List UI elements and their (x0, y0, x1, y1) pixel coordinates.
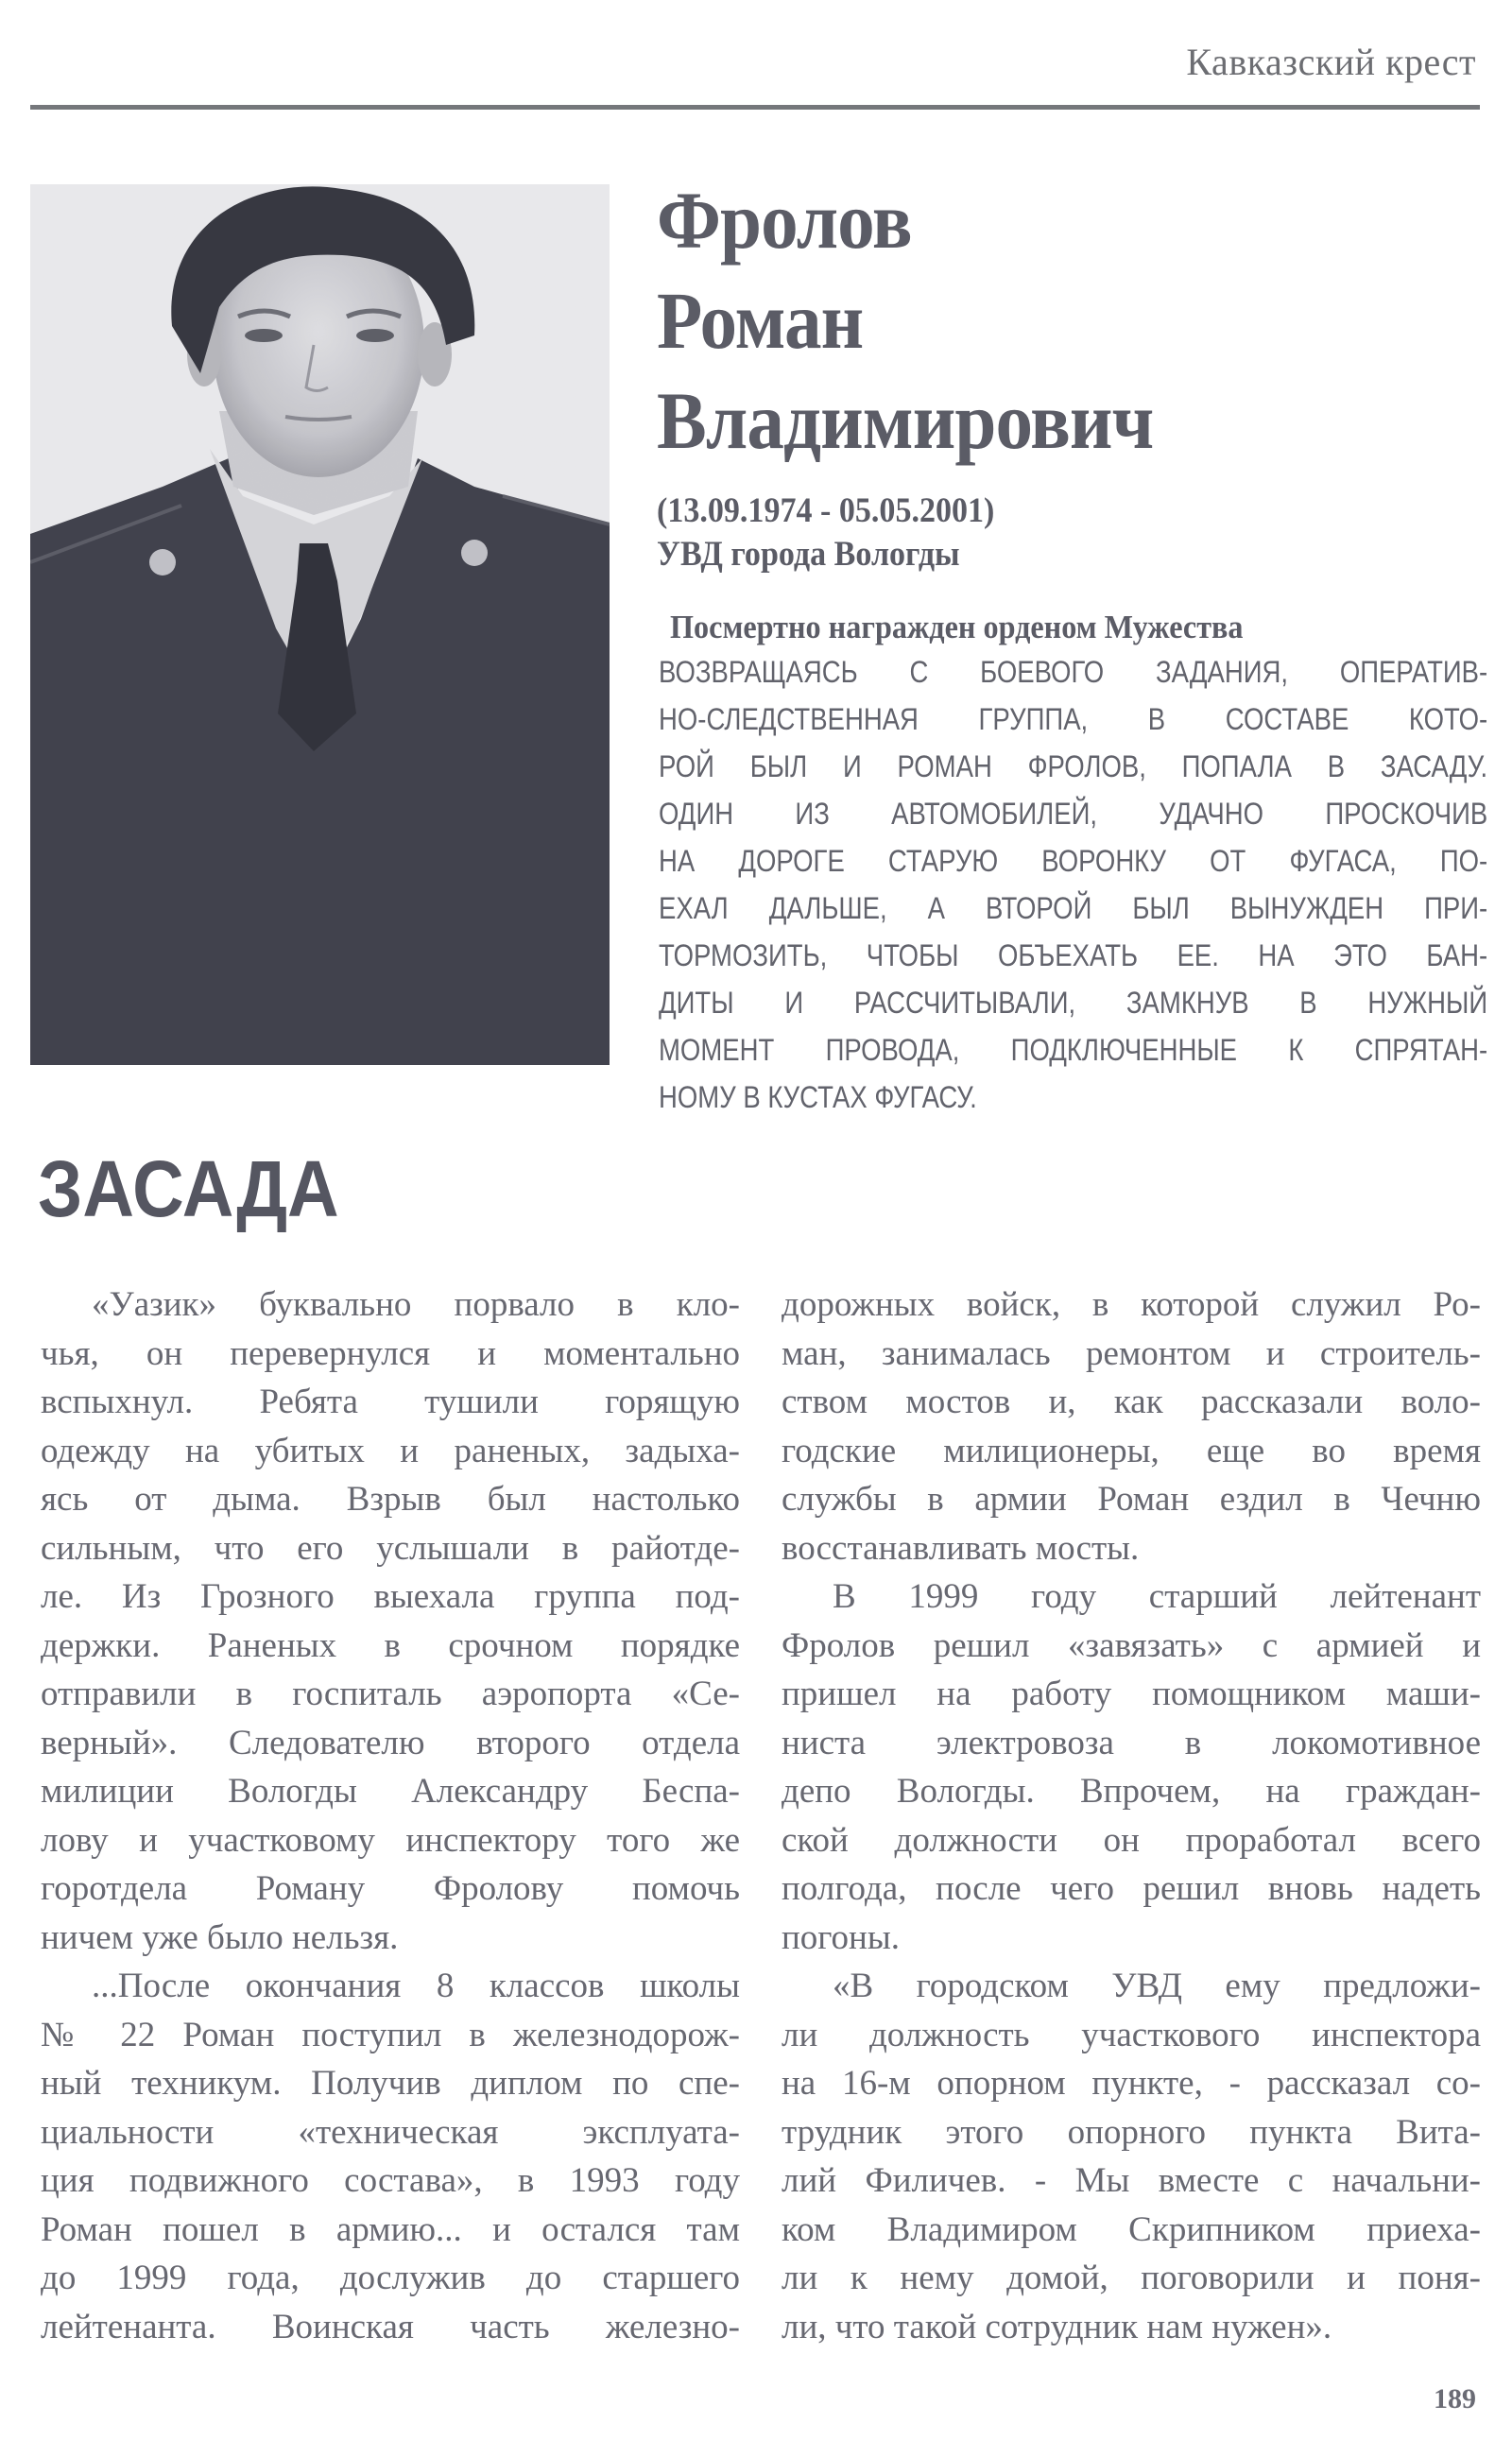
portrait-photo-icon (30, 184, 610, 1065)
body-line: погоны. (782, 1917, 900, 1957)
lead-line: НА ДОРОГЕ СТАРУЮ ВОРОНКУ ОТ ФУГАСА, ПО- (659, 844, 1488, 878)
body-line: ясь от дыма. Взрыв был настолько (41, 1480, 740, 1519)
body-line: «Уазик» буквально порвало в кло- (92, 1285, 740, 1324)
lead-line: ВОЗВРАЩАЯСЬ С БОЕВОГО ЗАДАНИЯ, ОПЕРАТИВ- (659, 655, 1488, 689)
body-line: чья, он перевернулся и моментально (41, 1333, 740, 1373)
body-line: ком Владимиром Скрипником приеха- (782, 2209, 1481, 2249)
name-block (657, 170, 1479, 648)
body-line: горотдела Роману Фролову помочь (41, 1869, 740, 1908)
lead-line: ОДИН ИЗ АВТОМОБИЛЕЙ, УДАЧНО ПРОСКОЧИВ (659, 797, 1488, 831)
body-line: лий Филичев. - Мы вместе с начальни- (782, 2161, 1481, 2200)
body-line: ле. Из Грозного выехала группа под- (41, 1577, 740, 1616)
body-line: Роман пошел в армию... и остался там (41, 2209, 740, 2249)
body-line: на 16-м опорном пункте, - рассказал со- (782, 2064, 1481, 2103)
body-line: отправили в госпиталь аэропорта «Се- (41, 1675, 740, 1713)
body-line: ли, что такой сотрудник нам нужен». (782, 2307, 1332, 2346)
body-line: депо Вологды. Впрочем, на граждан- (782, 1772, 1481, 1811)
lead-line: ЕХАЛ ДАЛЬШЕ, А ВТОРОЙ БЫЛ ВЫНУЖДЕН ПРИ- (659, 891, 1488, 925)
lead-line: ТОРМОЗИТЬ, ЧТОБЫ ОБЪЕХАТЬ ЕЕ. НА ЭТО БАН- (659, 938, 1488, 972)
article-headline: ЗАСАДА (38, 1144, 339, 1233)
body-line: ...После окончания 8 классов школы (92, 1967, 740, 2005)
body-line: № 22 Роман поступил в железнодорож- (41, 2015, 740, 2054)
lead-paragraph (659, 648, 1487, 1121)
body-column-left (41, 1280, 740, 2351)
body-line: до 1999 года, дослужив до старшего (41, 2259, 740, 2297)
lead-line: РОЙ БЫЛ И РОМАН ФРОЛОВ, ПОПАЛА В ЗАСАДУ. (659, 749, 1488, 783)
body-line: милиции Вологды Александру Беспа- (41, 1772, 740, 1811)
body-line: лову и участковому инспектору того же (41, 1820, 740, 1860)
body-line: вспыхнул. Ребята тушили горящую (41, 1383, 740, 1421)
body-line: ный техникум. Получив диплом по спе- (41, 2064, 740, 2103)
body-line: ниста электровоза в локомотивное (782, 1723, 1481, 1762)
body-line: одежду на убитых и раненых, задыха- (41, 1431, 740, 1470)
running-head: Кавказский крест (1186, 41, 1476, 83)
body-line: ли к нему домой, поговорили и поня- (782, 2259, 1481, 2297)
body-line: лейтенанта. Воинская часть железно- (41, 2307, 740, 2346)
portrait-photo (30, 184, 610, 1065)
body-line: пришел на работу помощником маши- (782, 1675, 1481, 1713)
lead-line: НО-СЛЕДСТВЕННАЯ ГРУППА, В СОСТАВЕ КОТО- (659, 702, 1488, 736)
lead-line: МОМЕНТ ПРОВОДА, ПОДКЛЮЧЕННЫЕ К СПРЯТАН- (659, 1033, 1488, 1067)
body-line: ничем уже было нельзя. (41, 1917, 399, 1957)
lead-line: ДИТЫ И РАССЧИТЫВАЛИ, ЗАМКНУВ В НУЖНЫЙ (659, 986, 1488, 1020)
body-line: ской должности он проработал всего (782, 1820, 1481, 1860)
surname: Фролов (657, 175, 912, 266)
page-number: 189 (1434, 2383, 1476, 2414)
header-rule (30, 105, 1480, 110)
body-line: сильным, что его услышали в райотде- (41, 1528, 740, 1568)
body-line: дорожных войск, в которой служил Ро- (782, 1285, 1481, 1324)
life-dates: (13.09.1974 - 05.05.2001) (657, 491, 995, 530)
unit: УВД города Вологды (657, 535, 960, 574)
body-line: годские милиционеры, еще во время (782, 1431, 1481, 1470)
patronymic: Владимирович (657, 375, 1154, 466)
body-line: ством мостов и, как рассказали воло- (782, 1383, 1481, 1421)
body-line: циальности «техническая эксплуата- (41, 2112, 740, 2152)
award-line: Посмертно награжден орденом Мужества (670, 609, 1244, 645)
body-line: службы в армии Роман ездил в Чечню (782, 1480, 1481, 1519)
body-line: трудник этого опорного пункта Вита- (782, 2112, 1481, 2152)
body-line: полгода, после чего решил вновь надеть (782, 1869, 1481, 1908)
lead-line: НОМУ В КУСТАХ ФУГАСУ. (659, 1080, 977, 1114)
body-line: ман, занималась ремонтом и строитель- (782, 1333, 1481, 1373)
body-line: ция подвижного состава», в 1993 году (41, 2161, 740, 2200)
body-line: верный». Следователю второго отдела (41, 1723, 740, 1762)
body-line: «В городском УВД ему предложи- (833, 1967, 1481, 2005)
body-column-right (782, 1280, 1481, 2351)
body-line: восстанавливать мосты. (782, 1528, 1140, 1568)
first-name: Роман (657, 275, 864, 366)
body-line: ли должность участкового инспектора (782, 2015, 1481, 2054)
body-line: держки. Раненых в срочном порядке (41, 1625, 740, 1665)
body-line: Фролов решил «завязать» с армией и (782, 1625, 1481, 1665)
body-line: В 1999 году старший лейтенант (833, 1577, 1481, 1616)
